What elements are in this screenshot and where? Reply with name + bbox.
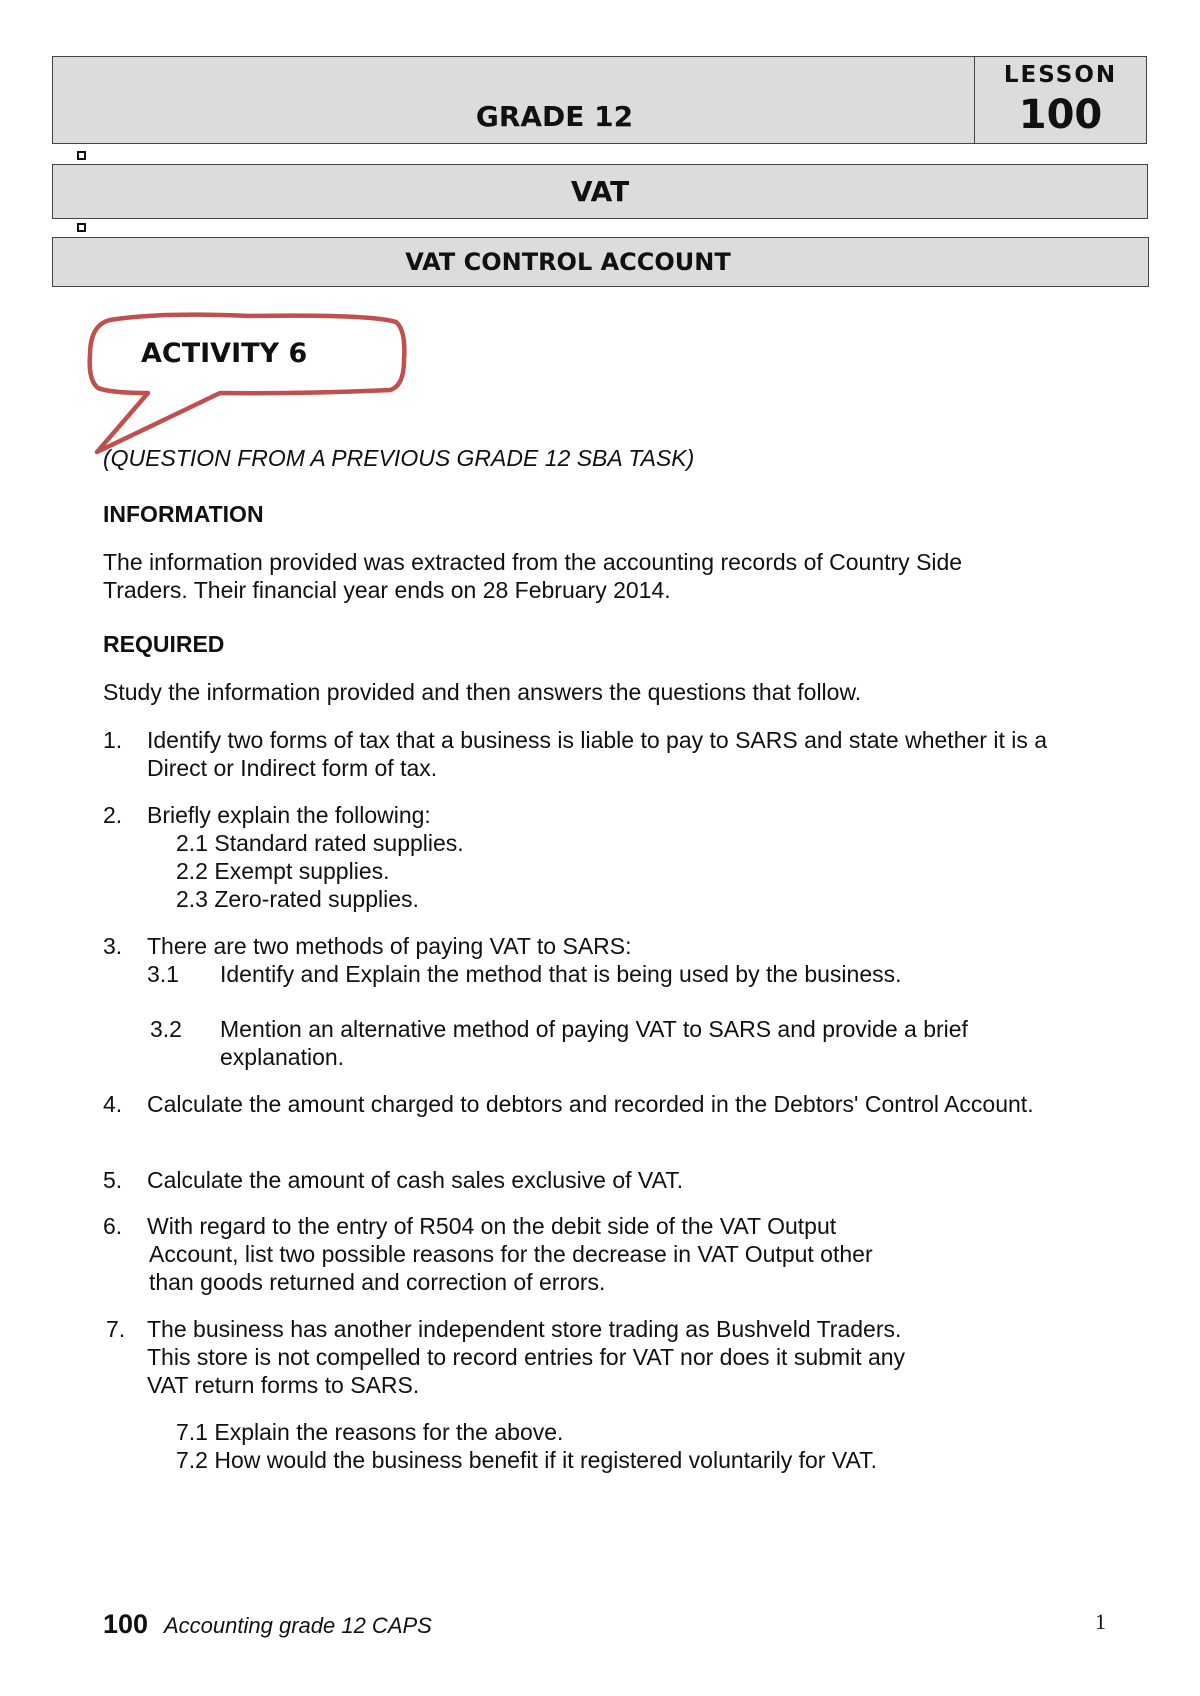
subtopic-title: VAT CONTROL ACCOUNT [405,248,731,276]
question-text: Calculate the amount of cash sales exclusive of VAT. [147,1167,684,1193]
question-number: 4. [103,1091,123,1117]
question-text: than goods returned and correction of errors. [149,1269,606,1295]
information-line-1: The information provided was extracted from the accounting records of Country Side [103,549,963,575]
question-text: There are two methods of paying VAT to SARS: [147,933,632,959]
sub-question: Identify and Explain the method that is being used by the business. [220,961,902,987]
required-heading: REQUIRED [103,631,225,657]
question-text: Direct or Indirect form of tax. [147,755,438,781]
footer-title: Accounting grade 12 CAPS [164,1613,432,1638]
question-number: 1. [103,727,123,753]
information-line-2: Traders. Their financial year ends on 28 February 2014. [103,577,671,603]
footer-number: 100 [103,1609,149,1639]
question-text: VAT return forms to SARS. [147,1372,420,1398]
page-number: 1 [1095,1609,1106,1634]
lesson-label: LESSON [1003,62,1118,88]
required-intro: Study the information provided and then answers the questions that follow. [103,679,862,705]
information-heading: INFORMATION [103,501,264,527]
sub-question: 2.3 Zero-rated supplies. [176,886,419,912]
activity-source: (QUESTION FROM A PREVIOUS GRADE 12 SBA TASK) [103,445,695,471]
activity-callout [0,0,1200,480]
callout-shape [90,315,405,452]
question-number: 3. [103,933,123,959]
sub-question: explanation. [220,1044,345,1070]
sub-question: 7.1 Explain the reasons for the above. [176,1419,564,1445]
sub-question-number: 3.1 [147,961,179,987]
question-number: 2. [103,802,123,828]
sub-question: 7.2 How would the business benefit if it registered voluntarily for VAT. [176,1447,877,1473]
question-text: Account, list two possible reasons for the decrease in VAT Output other [149,1241,873,1267]
sub-question: Mention an alternative method of paying VAT to SARS and provide a brief [220,1016,968,1042]
activity-label: ACTIVITY 6 [141,338,308,369]
lesson-number: 100 [1018,92,1103,138]
question-number: 6. [103,1213,123,1239]
question-number: 7. [106,1316,126,1342]
question-text: With regard to the entry of R504 on the debit side of the VAT Output [147,1213,837,1239]
sub-question: 2.2 Exempt supplies. [176,858,390,884]
grade-title: GRADE 12 [475,100,634,133]
question-text: Identify two forms of tax that a business is liable to pay to SARS and state whether it is a [147,727,1048,753]
question-text: The business has another independent store trading as Bushveld Traders. [147,1316,902,1342]
question-text: Calculate the amount charged to debtors and recorded in the Debtors' Control Account. [147,1091,1034,1117]
sub-question: 2.1 Standard rated supplies. [176,830,464,856]
question-number: 5. [103,1167,123,1193]
question-text: Briefly explain the following: [147,802,431,828]
sub-question-number: 3.2 [150,1016,182,1042]
question-text: This store is not compelled to record entries for VAT nor does it submit any [147,1344,906,1370]
topic-title: VAT [570,175,630,208]
